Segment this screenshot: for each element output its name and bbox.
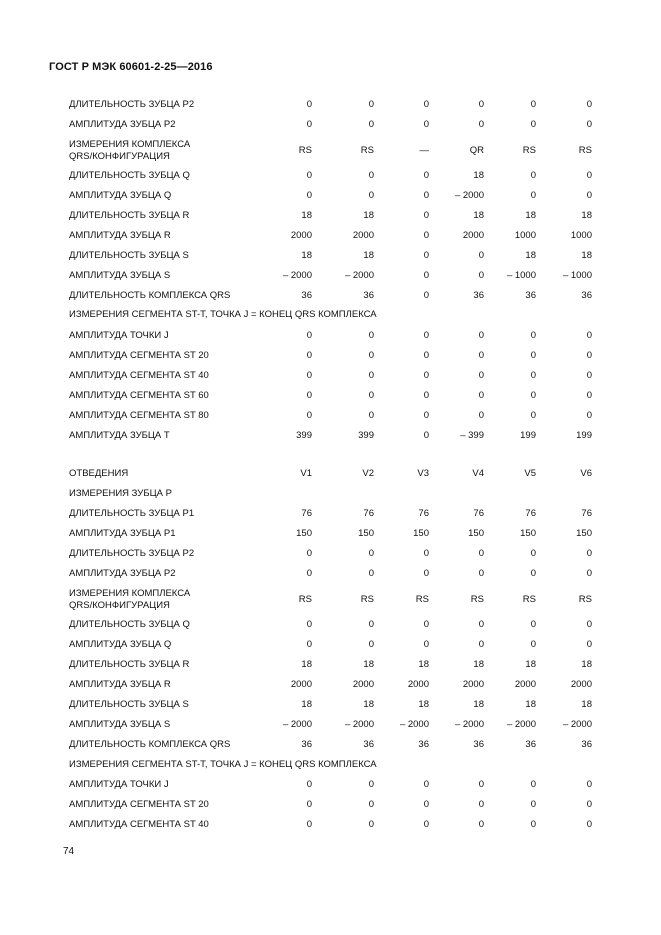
row-label: ДЛИТЕЛЬНОСТЬ ЗУБЦА P2 xyxy=(69,548,195,559)
cell: – 2000 xyxy=(282,270,312,281)
table-row xyxy=(0,799,661,819)
cell: 0 xyxy=(478,330,484,341)
cell: 0 xyxy=(586,170,592,181)
row-label: АМПЛИТУДА ЗУБЦА P2 xyxy=(69,119,176,130)
section-heading-row xyxy=(0,759,661,779)
cell: 18 xyxy=(301,699,312,710)
cell: 0 xyxy=(423,290,429,301)
cell: 0 xyxy=(423,779,429,790)
cell: 0 xyxy=(306,99,312,110)
cell: 150 xyxy=(413,528,429,539)
column-header: V3 xyxy=(417,468,429,479)
cell: 18 xyxy=(525,210,536,221)
row-label-line2: QRS/КОНФИГУРАЦИЯ xyxy=(69,600,170,611)
cell: 0 xyxy=(306,390,312,401)
cell: 0 xyxy=(478,390,484,401)
cell: – 399 xyxy=(460,430,484,441)
table-row xyxy=(0,699,661,719)
cell: 2000 xyxy=(570,679,592,690)
cell: 199 xyxy=(520,430,536,441)
cell: 0 xyxy=(306,410,312,421)
cell: 0 xyxy=(423,119,429,130)
table-row xyxy=(0,819,661,839)
table-row xyxy=(0,528,661,548)
cell: 18 xyxy=(301,250,312,261)
cell: 18 xyxy=(363,659,374,670)
table-row xyxy=(0,250,661,270)
table-row xyxy=(0,270,661,290)
cell: 199 xyxy=(576,430,592,441)
cell: 0 xyxy=(530,170,536,181)
row-label: АМПЛИТУДА ЗУБЦА R xyxy=(69,230,171,241)
cell: 0 xyxy=(478,799,484,810)
cell: 36 xyxy=(363,739,374,750)
cell: 18 xyxy=(301,659,312,670)
cell: RS xyxy=(360,145,374,156)
cell: 0 xyxy=(478,270,484,281)
cell: 0 xyxy=(368,619,374,630)
cell: – 2000 xyxy=(454,190,484,201)
row-label: ДЛИТЕЛЬНОСТЬ ЗУБЦА S xyxy=(69,699,189,710)
row-label: ОТВЕДЕНИЯ xyxy=(69,468,129,479)
cell: 36 xyxy=(525,739,536,750)
cell: 0 xyxy=(530,779,536,790)
table-row xyxy=(0,390,661,410)
cell: 36 xyxy=(301,290,312,301)
cell: 0 xyxy=(423,410,429,421)
cell: 0 xyxy=(306,779,312,790)
cell: 0 xyxy=(423,619,429,630)
cell: 0 xyxy=(368,568,374,579)
cell: 0 xyxy=(478,619,484,630)
cell: 0 xyxy=(423,430,429,441)
table-row xyxy=(0,230,661,250)
cell: 76 xyxy=(363,508,374,519)
cell: 0 xyxy=(586,410,592,421)
row-label: АМПЛИТУДА ТОЧКИ J xyxy=(69,330,169,341)
column-header: V2 xyxy=(362,468,374,479)
cell: 0 xyxy=(478,350,484,361)
cell: 0 xyxy=(586,190,592,201)
row-label-line1: ИЗМЕРЕНИЯ КОМПЛЕКСА xyxy=(69,139,191,150)
row-label: АМПЛИТУДА ТОЧКИ J xyxy=(69,779,169,790)
cell: 0 xyxy=(368,170,374,181)
cell: 0 xyxy=(368,330,374,341)
cell: 18 xyxy=(473,170,484,181)
cell: 0 xyxy=(423,548,429,559)
cell: 0 xyxy=(586,779,592,790)
cell: 0 xyxy=(423,99,429,110)
cell: 36 xyxy=(525,290,536,301)
cell: 0 xyxy=(306,639,312,650)
cell: 0 xyxy=(530,390,536,401)
cell: QR xyxy=(469,145,484,156)
row-label: ДЛИТЕЛЬНОСТЬ ЗУБЦА S xyxy=(69,250,189,261)
cell: – 2000 xyxy=(506,719,536,730)
cell: 0 xyxy=(586,639,592,650)
table-row xyxy=(0,290,661,310)
row-label: АМПЛИТУДА СЕГМЕНТА ST 80 xyxy=(69,410,209,421)
cell: 18 xyxy=(418,699,429,710)
section-heading-row xyxy=(0,309,661,329)
cell: 0 xyxy=(586,799,592,810)
cell: 1000 xyxy=(570,230,592,241)
cell: 0 xyxy=(368,99,374,110)
cell: 18 xyxy=(473,210,484,221)
row-label: ДЛИТЕЛЬНОСТЬ ЗУБЦА R xyxy=(69,210,190,221)
table-row xyxy=(0,619,661,639)
cell: 2000 xyxy=(514,679,536,690)
cell: 0 xyxy=(586,390,592,401)
row-label: АМПЛИТУДА СЕГМЕНТА ST 40 xyxy=(69,370,209,381)
cell: – 2000 xyxy=(562,719,592,730)
row-label: АМПЛИТУДА ЗУБЦА S xyxy=(69,719,171,730)
cell: 150 xyxy=(576,528,592,539)
row-label-line2: QRS/КОНФИГУРАЦИЯ xyxy=(69,151,170,162)
cell: 399 xyxy=(358,430,374,441)
cell: 2000 xyxy=(352,679,374,690)
cell: 0 xyxy=(478,568,484,579)
cell: 150 xyxy=(468,528,484,539)
cell: 18 xyxy=(581,699,592,710)
cell: RS xyxy=(298,594,312,605)
cell: RS xyxy=(522,145,536,156)
cell: 0 xyxy=(423,370,429,381)
cell: 1000 xyxy=(514,230,536,241)
table-row xyxy=(0,350,661,370)
cell: 0 xyxy=(586,619,592,630)
cell: 0 xyxy=(530,99,536,110)
row-label: ДЛИТЕЛЬНОСТЬ КОМПЛЕКСА QRS xyxy=(69,290,231,301)
cell: 0 xyxy=(306,568,312,579)
section-heading: ИЗМЕРЕНИЯ СЕГМЕНТА ST-T, ТОЧКА J = КОНЕЦ QRS КОМПЛЕКСА xyxy=(69,759,377,770)
cell: RS xyxy=(470,594,484,605)
cell: 0 xyxy=(478,819,484,830)
row-label: ДЛИТЕЛЬНОСТЬ ЗУБЦА Q xyxy=(69,619,190,630)
row-label: АМПЛИТУДА ЗУБЦА R xyxy=(69,679,171,690)
cell: 0 xyxy=(530,350,536,361)
cell: 0 xyxy=(423,230,429,241)
cell: 0 xyxy=(586,568,592,579)
cell: 0 xyxy=(530,819,536,830)
row-label: ДЛИТЕЛЬНОСТЬ ЗУБЦА R xyxy=(69,659,190,670)
cell: 0 xyxy=(368,819,374,830)
cell: 0 xyxy=(306,799,312,810)
cell: 0 xyxy=(306,619,312,630)
cell: 0 xyxy=(530,330,536,341)
cell: 150 xyxy=(296,528,312,539)
column-header: V1 xyxy=(300,468,312,479)
table-row xyxy=(0,719,661,739)
cell: 150 xyxy=(358,528,374,539)
cell: 76 xyxy=(473,508,484,519)
column-header: V4 xyxy=(472,468,484,479)
cell: 0 xyxy=(306,330,312,341)
cell: 18 xyxy=(581,250,592,261)
cell: 0 xyxy=(423,568,429,579)
cell: 0 xyxy=(423,350,429,361)
cell: 18 xyxy=(418,659,429,670)
cell: 0 xyxy=(423,270,429,281)
section-heading: ИЗМЕРЕНИЯ СЕГМЕНТА ST-T, ТОЧКА J = КОНЕЦ QRS КОМПЛЕКСА xyxy=(69,309,377,320)
cell: 150 xyxy=(520,528,536,539)
table-row xyxy=(0,430,661,450)
cell: 2000 xyxy=(290,679,312,690)
row-label: ДЛИТЕЛЬНОСТЬ ЗУБЦА Q xyxy=(69,170,190,181)
cell: 0 xyxy=(478,410,484,421)
row-label: АМПЛИТУДА ЗУБЦА Q xyxy=(69,639,172,650)
cell: 0 xyxy=(586,99,592,110)
cell: 0 xyxy=(478,250,484,261)
column-header: V5 xyxy=(524,468,536,479)
cell: 0 xyxy=(423,170,429,181)
table-row xyxy=(0,679,661,699)
table-row xyxy=(0,330,661,350)
row-label: ДЛИТЕЛЬНОСТЬ КОМПЛЕКСА QRS xyxy=(69,739,231,750)
cell: 0 xyxy=(530,548,536,559)
cell: 0 xyxy=(423,190,429,201)
row-label: АМПЛИТУДА ЗУБЦА S xyxy=(69,270,171,281)
row-label: АМПЛИТУДА СЕГМЕНТА ST 60 xyxy=(69,390,209,401)
cell: 0 xyxy=(306,190,312,201)
cell: 0 xyxy=(478,639,484,650)
section-heading: ИЗМЕРЕНИЯ ЗУБЦА P xyxy=(69,488,172,499)
row-label xyxy=(69,139,190,163)
cell: 0 xyxy=(530,619,536,630)
section-heading-row xyxy=(0,488,661,508)
row-label: АМПЛИТУДА СЕГМЕНТА ST 20 xyxy=(69,799,209,810)
cell: 0 xyxy=(306,350,312,361)
cell: 18 xyxy=(363,210,374,221)
cell: – 2000 xyxy=(399,719,429,730)
table-row xyxy=(0,170,661,190)
cell: RS xyxy=(578,594,592,605)
cell: 0 xyxy=(306,548,312,559)
cell: 2000 xyxy=(290,230,312,241)
cell: 0 xyxy=(530,568,536,579)
cell: 0 xyxy=(368,410,374,421)
cell: 18 xyxy=(473,659,484,670)
cell: 0 xyxy=(586,350,592,361)
cell: 18 xyxy=(363,699,374,710)
cell: 18 xyxy=(301,210,312,221)
cell: 76 xyxy=(581,508,592,519)
table-row xyxy=(0,370,661,390)
table-row xyxy=(0,659,661,679)
cell: – 2000 xyxy=(282,719,312,730)
cell: 0 xyxy=(306,119,312,130)
row-label: АМПЛИТУДА ЗУБЦА P1 xyxy=(69,528,176,539)
cell: 399 xyxy=(296,430,312,441)
cell: 76 xyxy=(418,508,429,519)
cell: 18 xyxy=(363,250,374,261)
cell: – 2000 xyxy=(344,270,374,281)
table-row xyxy=(0,568,661,588)
cell: – 1000 xyxy=(562,270,592,281)
cell: – 2000 xyxy=(344,719,374,730)
row-label: АМПЛИТУДА ЗУБЦА T xyxy=(69,430,170,441)
cell: 36 xyxy=(473,739,484,750)
cell: 76 xyxy=(525,508,536,519)
table-row xyxy=(0,190,661,210)
table-header-row xyxy=(0,468,661,488)
cell: 0 xyxy=(306,819,312,830)
cell: 0 xyxy=(530,370,536,381)
column-header: V6 xyxy=(580,468,592,479)
table-row xyxy=(0,139,661,165)
cell: 0 xyxy=(530,639,536,650)
page-number: 74 xyxy=(63,846,75,857)
cell: 36 xyxy=(581,739,592,750)
cell: 36 xyxy=(418,739,429,750)
cell: – 2000 xyxy=(454,719,484,730)
table-row xyxy=(0,410,661,430)
cell: 18 xyxy=(525,699,536,710)
cell: – 1000 xyxy=(506,270,536,281)
cell: 36 xyxy=(581,290,592,301)
cell: 0 xyxy=(368,799,374,810)
cell: 0 xyxy=(368,350,374,361)
cell: 0 xyxy=(586,330,592,341)
cell: 0 xyxy=(423,210,429,221)
table-row xyxy=(0,210,661,230)
cell: RS xyxy=(522,594,536,605)
cell: 0 xyxy=(368,190,374,201)
cell: 18 xyxy=(581,659,592,670)
cell: 0 xyxy=(368,370,374,381)
table-row xyxy=(0,739,661,759)
cell: 0 xyxy=(478,119,484,130)
cell: 2000 xyxy=(407,679,429,690)
cell: RS xyxy=(360,594,374,605)
cell: 18 xyxy=(473,699,484,710)
cell: 0 xyxy=(478,99,484,110)
cell: 0 xyxy=(368,119,374,130)
row-label: ДЛИТЕЛЬНОСТЬ ЗУБЦА P2 xyxy=(69,99,195,110)
cell: 2000 xyxy=(352,230,374,241)
cell: 0 xyxy=(423,799,429,810)
table-row xyxy=(0,588,661,614)
cell: 0 xyxy=(530,190,536,201)
cell: 0 xyxy=(586,119,592,130)
cell: 0 xyxy=(478,370,484,381)
row-label: АМПЛИТУДА СЕГМЕНТА ST 20 xyxy=(69,350,209,361)
table-row xyxy=(0,548,661,568)
cell: 18 xyxy=(581,210,592,221)
row-label: АМПЛИТУДА ЗУБЦА P2 xyxy=(69,568,176,579)
cell: 0 xyxy=(423,819,429,830)
cell: 2000 xyxy=(462,679,484,690)
cell: 0 xyxy=(530,410,536,421)
cell: 0 xyxy=(586,819,592,830)
cell: 36 xyxy=(301,739,312,750)
row-label: АМПЛИТУДА ЗУБЦА Q xyxy=(69,190,172,201)
row-label xyxy=(69,588,190,612)
cell: RS xyxy=(578,145,592,156)
cell: RS xyxy=(415,594,429,605)
cell: 0 xyxy=(478,779,484,790)
cell: 76 xyxy=(301,508,312,519)
cell: 36 xyxy=(473,290,484,301)
cell: — xyxy=(419,145,429,156)
cell: 0 xyxy=(423,250,429,261)
cell: 0 xyxy=(478,548,484,559)
cell: 0 xyxy=(423,390,429,401)
cell: RS xyxy=(298,145,312,156)
table-row xyxy=(0,779,661,799)
cell: 0 xyxy=(530,799,536,810)
cell: 18 xyxy=(525,250,536,261)
cell: 0 xyxy=(586,548,592,559)
cell: 36 xyxy=(363,290,374,301)
cell: 0 xyxy=(368,779,374,790)
row-label: АМПЛИТУДА СЕГМЕНТА ST 40 xyxy=(69,819,209,830)
cell: 0 xyxy=(306,170,312,181)
row-label: ДЛИТЕЛЬНОСТЬ ЗУБЦА P1 xyxy=(69,508,195,519)
cell: 2000 xyxy=(462,230,484,241)
cell: 0 xyxy=(368,548,374,559)
cell: 0 xyxy=(306,370,312,381)
document-header: ГОСТ Р МЭК 60601-2-25—2016 xyxy=(49,61,213,73)
table-row xyxy=(0,99,661,119)
table-row xyxy=(0,119,661,139)
cell: 18 xyxy=(525,659,536,670)
cell: 0 xyxy=(530,119,536,130)
cell: 0 xyxy=(423,639,429,650)
table-row xyxy=(0,508,661,528)
row-label-line1: ИЗМЕРЕНИЯ КОМПЛЕКСА xyxy=(69,588,191,599)
cell: 0 xyxy=(368,390,374,401)
cell: 0 xyxy=(423,330,429,341)
table-row xyxy=(0,639,661,659)
cell: 0 xyxy=(368,639,374,650)
cell: 0 xyxy=(586,370,592,381)
